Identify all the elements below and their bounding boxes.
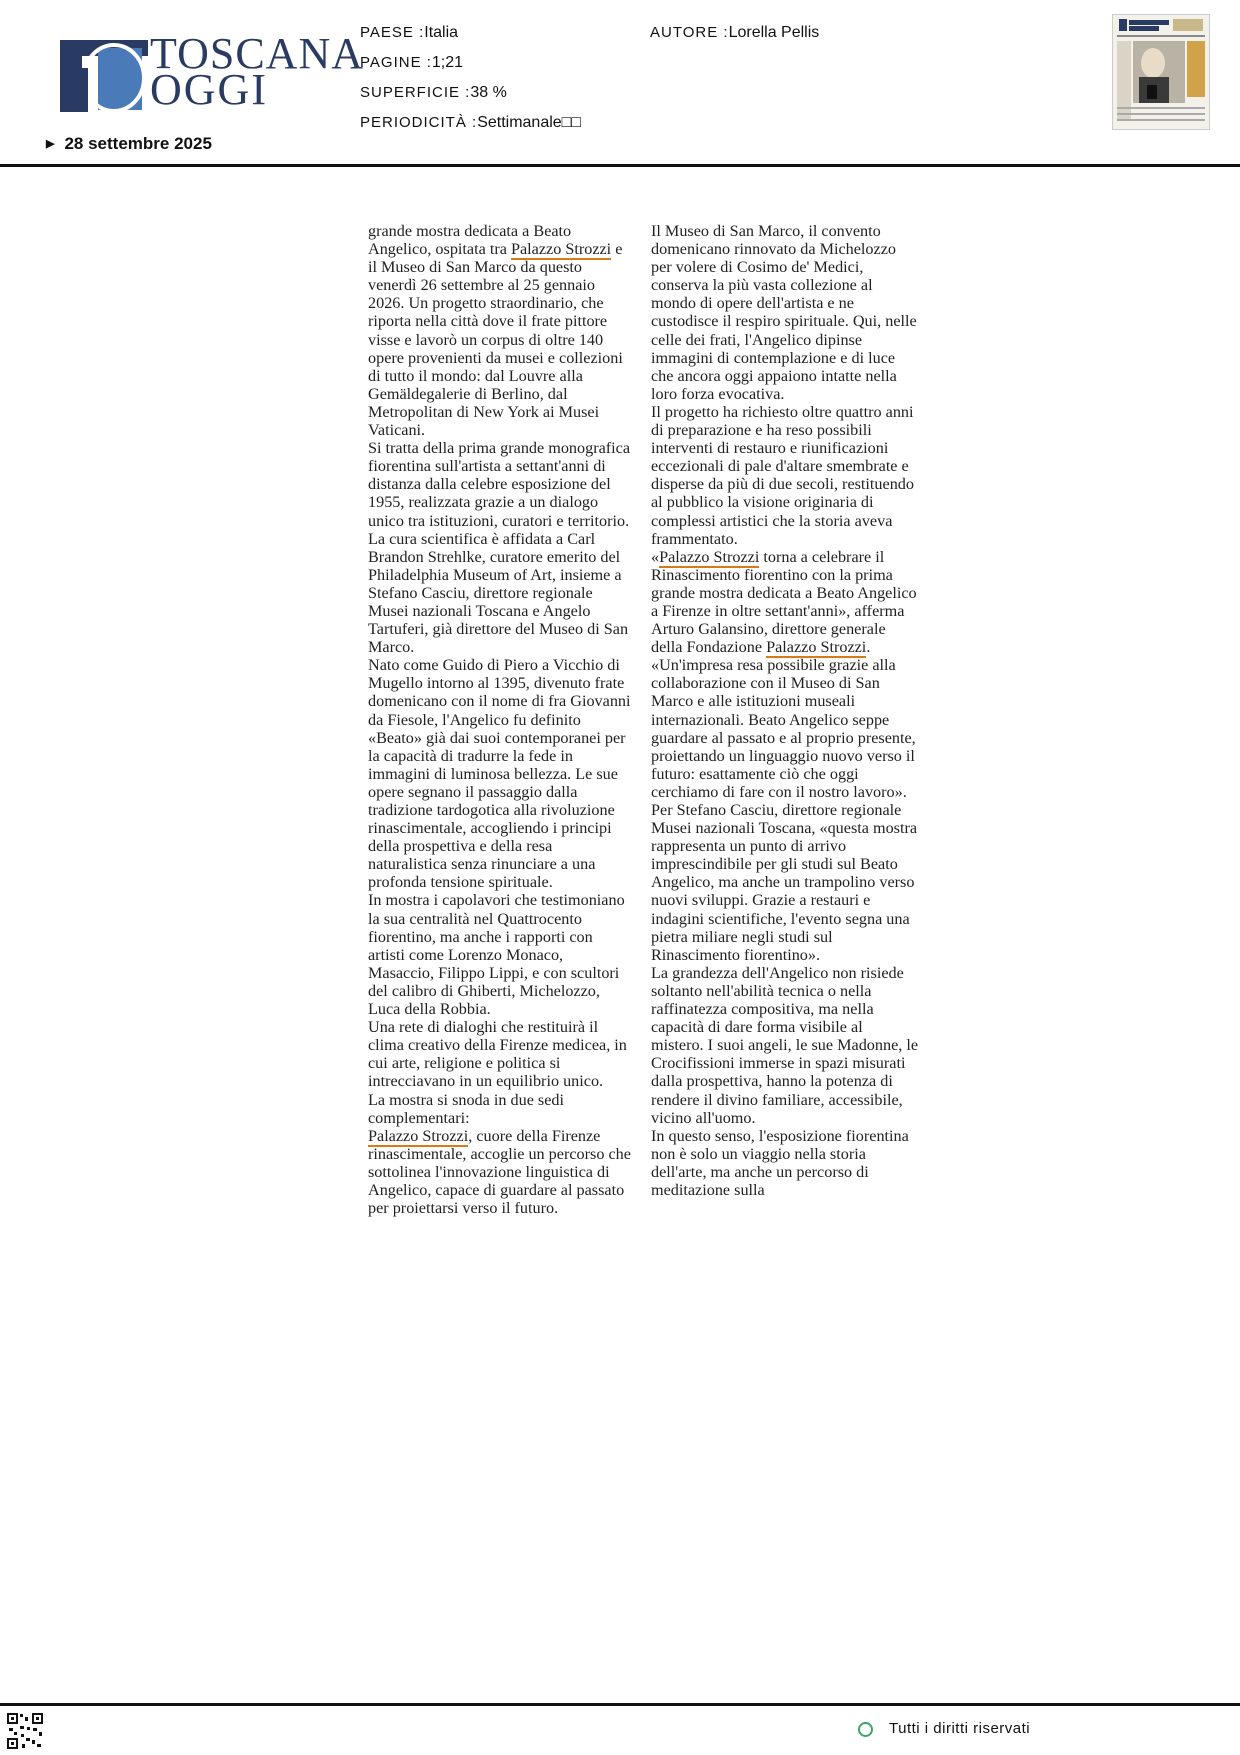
circle-icon — [858, 1722, 873, 1737]
article-column-right — [651, 222, 919, 1199]
paese-value: Italia — [424, 24, 459, 41]
paragraph: In questo senso, l'esposizione fiorentina non è solo un viaggio nella storia dell'arte, ma anche un percorso di meditazione sulla — [651, 1126, 909, 1199]
pagine-value: 1;21 — [431, 54, 464, 71]
paragraph: Nato come Guido di Piero a Vicchio di Mugello intorno al 1395, divenuto frate domenicano con il nome di fra Giovanni da Fiesole, l'Angelico fu definito «Beato» già dai suoi contemporanei per la capacità di tradurre la fede in immagini di luminosa bellezza. Le sue opere segnano il passaggio dalla tradizione tardogotica alla rivoluzione rinascimentale, accogliendo i principi della prospettiva e della resa naturalistica senza rinunciare a una profonda tensione spirituale. — [368, 656, 631, 892]
header-divider — [0, 164, 1240, 167]
highlighted-term: Palazzo Strozzi — [368, 1126, 469, 1145]
paragraph: «Un'impresa resa possibile grazie alla collaborazione con il Museo di San Marco e alle istituzioni museali internazionali. Beato Angelico seppe guardare al passato e al proprio presente, proiettando un linguaggio nuovo verso il futuro: esattamente ciò che oggi cerchiamo di fare con il nostro lavoro». — [651, 656, 916, 801]
page-thumbnail[interactable] — [1112, 14, 1210, 130]
paragraph: «Palazzo Strozzi torna a celebrare il Rinascimento fiorentino con la prima grande mostra dedicata a Beato Angelico a Firenze in oltre settant'anni», afferma Arturo Galansino, direttore generale della Fondazione Palazzo Strozzi. — [651, 547, 917, 657]
footer-divider — [0, 1703, 1240, 1706]
logo-line-1: TOSCANA — [150, 29, 365, 78]
paragraph: Si tratta della prima grande monografica fiorentina sull'artista a settant'anni di distanza dalla celebre esposizione del 1955, realizzata grazie a un dialogo unico tra istituzioni, curatori e territorio. — [368, 439, 631, 530]
rights-text: Tutti i diritti riservati — [889, 1720, 1031, 1737]
paragraph: Per Stefano Casciu, direttore regionale Musei nazionali Toscana, «questa mostra rappresenta un punto di arrivo imprescindibile per gli studi sul Beato Angelico, ma anche un trampolino verso nuovi sviluppi. Grazie a restauri e indagini scientifiche, l'evento segna una pietra miliare negli studi sul Rinascimento fiorentino». — [651, 801, 918, 964]
newspaper-thumbnail-icon — [1113, 15, 1209, 129]
pagine-row: PAGINE :1;21 — [360, 54, 464, 71]
toscana-oggi-logo-mark — [58, 38, 150, 114]
logo-line-2: OGGI — [150, 65, 268, 114]
article-column-left — [368, 222, 632, 1217]
paese-row: PAESE :Italia — [360, 24, 459, 41]
paragraph: Palazzo Strozzi, cuore della Firenze rinascimentale, accoglie un percorso che sottolinea l'innovazione linguistica di Angelico, capace di guardare al passato per proiettarsi verso il futuro. — [368, 1126, 631, 1218]
paragraph: Il Museo di San Marco, il convento domenicano rinnovato da Michelozzo per volere di Cosimo de' Medici, conserva la più vasta collezione al mondo di opere dell'artista e ne custodisce il respiro spirituale. Qui, nelle celle dei frati, l'Angelico dipinse immagini di contemplazione e di luce che ancora oggi appaiono intatte nella loro forza evocativa. — [651, 222, 917, 403]
highlighted-term: Palazzo Strozzi — [510, 240, 612, 259]
author-row: AUTORE :Lorella Pellis — [650, 24, 820, 41]
paragraph: In mostra i capolavori che testimoniano la sua centralità nel Quattrocento fiorentino, ma anche i rapporti con artisti come Lorenzo Monaco, Masaccio, Filippo Lippi, e con scultori del calibro di Ghiberti, Michelozzo, Luca della Robbia. — [368, 891, 625, 1019]
periodicita-row: PERIODICITÀ :Settimanale□□ — [360, 114, 582, 131]
paragraph: La cura scientifica è affidata a Carl Brandon Strehlke, curatore emerito del Philadelphia Museum of Art, insieme a Stefano Casciu, direttore regionale Musei nazionali Toscana e Angelo Tartuferi, già direttore del Museo di San Marco. — [368, 529, 629, 657]
superficie-value: 38 % — [470, 84, 507, 101]
highlighted-term: Palazzo Strozzi — [766, 638, 867, 657]
paragraph: grande mostra dedicata a Beato Angelico, ospitata tra Palazzo Strozzi e il Museo di San Marco da questo venerdì 26 settembre al 25 gennaio 2026. Un progetto straordinario, che riporta nella città dove il frate pittore visse e lavorò un corpus di oltre 140 opere provenienti da musei e collezioni di tutto il mondo: dal Louvre alla Gemäldegalerie di Berlino, dal Metropolitan di New York ai Musei Vaticani. — [368, 222, 623, 440]
paragraph: Una rete di dialoghi che restituirà il clima creativo della Firenze medicea, in cui arte, religione e politica si intrecciavano in un equilibrio unico. — [368, 1018, 627, 1091]
metadata-block — [360, 18, 581, 138]
issue-date — [46, 134, 212, 154]
issue-date-text: 28 settembre 2025 — [64, 134, 212, 153]
rights-notice — [858, 1718, 1030, 1737]
superficie-row: SUPERFICIE :38 % — [360, 84, 507, 101]
paragraph: La mostra si snoda in due sedi complementari: — [368, 1090, 565, 1127]
highlighted-term: Palazzo Strozzi — [659, 547, 760, 566]
paragraph: La grandezza dell'Angelico non risiede soltanto nell'abilità tecnica o nella raffinatezza compositiva, ma nella capacità di dare forma visibile al mistero. I suoi angeli, le sue Madonne, le Crocifissioni immerse in spazi misurati dalla prospettiva, hanno la potenza di rendere il divino familiare, accessibile, vicino all'uomo. — [651, 963, 919, 1127]
publication-logo — [58, 29, 365, 116]
author-value: Lorella Pellis — [728, 24, 820, 41]
qr-code-icon[interactable] — [6, 1712, 44, 1750]
paragraph: Il progetto ha richiesto oltre quattro anni di preparazione e ha reso possibili interventi di restauro e riunificazioni eccezionali di pale d'altare smembrate e disperse da più di due secoli, restituendo al pubblico la visione originaria di complessi artistici che la storia aveva frammentato. — [651, 402, 914, 548]
periodicita-value: Settimanale□□ — [477, 114, 582, 131]
arrow-right-icon: ▶ — [46, 138, 55, 150]
